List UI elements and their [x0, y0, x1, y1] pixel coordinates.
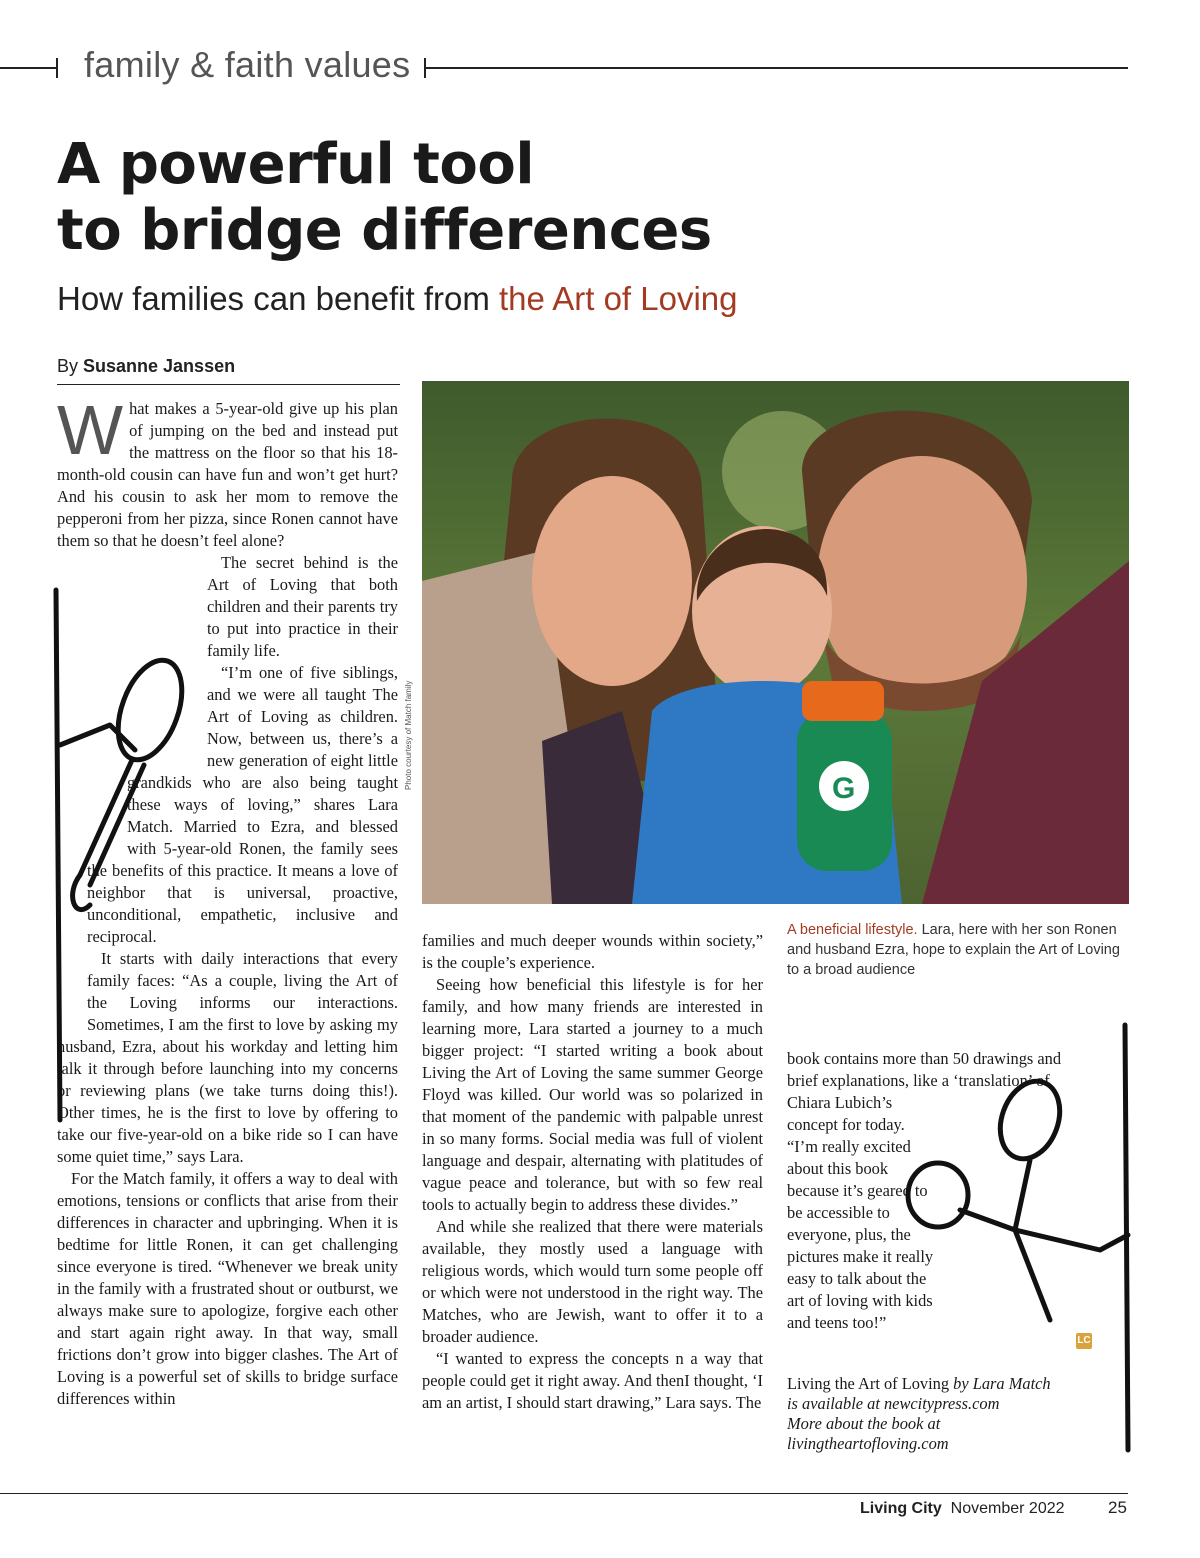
paragraph-7: Seeing how beneficial this lifestyle is for her family, and how many friends are interested in learning more, Lara started a journey to a much bigger project: “I started writing a book about Living the Art of Loving the same summer George Floyd was killed. Our world was so polarized in that moment of the pandemic with palpable unrest in so many forms. Social media was full of violent language and despair, alternating with platitudes of vague peace and tolerance, but with so few real tools to actually begin to address these divides.”: [422, 975, 763, 1214]
issue-date: November 2022: [950, 1500, 1065, 1517]
photo-caption: [787, 920, 1127, 980]
drop-cap: W: [57, 391, 124, 469]
paragraph-1: [57, 391, 398, 552]
headline-line-1: A powerful tool: [57, 132, 535, 197]
subheadline-lead: How families can benefit from: [57, 280, 500, 317]
page-number: 25: [1108, 1498, 1127, 1517]
subheadline: [57, 280, 738, 318]
book-title: Living the Art of Loving: [787, 1374, 950, 1393]
byline-prefix: By: [57, 356, 84, 376]
footer-rule: [0, 1493, 1128, 1494]
photo-credit: Photo courtesy of Match family: [404, 680, 413, 790]
paragraph-3: “I’m one of five siblings, and we were all taught The Art of Loving as children. Now, between us, there’s a new generation of eight little grandkids who are also being taught these ways of loving,” shares Lara Match. Married to Ezra, and blessed with 5-year-old Ronen, the family sees the benefits of this practice. It means a love of neighbor that is universal, proactive, unconditional, empathetic, inclusive and reciprocal.: [87, 663, 398, 946]
book-availability: is available at newcitypress.com: [787, 1394, 1000, 1413]
paragraph-5: For the Match family, it offers a way to deal with emotions, tensions or conflicts that arise from their differences in character and upbringing. When it is bedtime for little Ronen, it can get challenging since everyone is tired. “Whenever we break unity in the family with a frustrated shout or outburst, we always make sure to apologize, forgive each other and start again right away. In that way, small frictions don’t grow into bigger clashes. The Art of Loving is a powerful set of skills to bridge surface differences within: [57, 1169, 398, 1408]
paragraph-10: book contains more than 50 drawings and brief explanations, like a ‘translation’ of Chiara Lubich’s concept for today. “I’m really excited about this book because it’s geared to be accessible to everyone, plus, the pictures make it really easy to talk about the art of loving with kids and teens too!”: [787, 1049, 1062, 1332]
book-info-line-1: [787, 1374, 1117, 1394]
book-info: [787, 1374, 1117, 1454]
bottle-logo: G: [832, 772, 856, 805]
caption-lead: A beneficial lifestyle.: [787, 922, 918, 938]
paragraph-2: The secret behind is the Art of Loving that both children and their parents try to put into practice in their family life.: [207, 553, 398, 660]
book-info-line-3: [787, 1414, 1117, 1434]
article-column-2: [422, 930, 763, 1414]
header-tick-left: [56, 58, 58, 78]
paragraph-9: “I wanted to express the concepts n a way that people could get it right away. And thenI thought, ‘I am an artist, I should start drawing,” Lara says. The: [422, 1349, 763, 1412]
family-photo: [422, 381, 1129, 904]
stick-figure-drawing-left: [40, 585, 180, 1125]
book-author: by Lara Match: [949, 1374, 1051, 1393]
subheadline-accent: the Art of Loving: [499, 280, 738, 317]
paragraph-4: It starts with daily interactions that every family faces: “As a couple, living the Art of the Loving informs our interactions. Sometimes, I am the first to love by asking my husband, Ezra, about his workday and letting him talk it through before launching into my concerns or reviewing plans (we take turns doing this!). Other times, he is the first to love by offering to take our five-year-old on a bike ride so I can have some quiet time,” says Lara.: [57, 949, 398, 1166]
byline-rule: [57, 384, 400, 385]
footer: [860, 1500, 1065, 1518]
paragraph-8: And while she realized that there were materials available, they mostly used a language with religious words, which would turn some people off or which were not understood in the right way. The Matches, who are Jewish, want to offer it to a broader audience.: [422, 1217, 763, 1346]
paragraph-1-text: hat makes a 5-year-old give up his plan of jumping on the bed and instead put the mattress on the floor so that his 18-month-old cousin can have fun and won’t get hurt? And his cousin to ask her mom to remove the pepperoni from her pizza, since Ronen cannot have them so that he doesn’t feel alone?: [57, 399, 398, 550]
book-info-line-2: [787, 1394, 1117, 1414]
headline: [57, 132, 957, 264]
paragraph-6: families and much deeper wounds within society,” is the couple’s experience.: [422, 931, 763, 972]
caption-text: Lara, here with her son Ronen and husband Ezra, hope to explain the Art of Loving to a broad audience: [787, 922, 1120, 978]
byline: [57, 356, 235, 377]
book-info-line-4: [787, 1434, 1117, 1454]
book-website: livingtheartofloving.com: [787, 1434, 949, 1453]
section-label: family & faith values: [84, 44, 411, 85]
byline-author: Susanne Janssen: [83, 356, 236, 376]
headline-line-2: to bridge differences: [57, 198, 712, 263]
header-rule-left: [0, 67, 56, 69]
header-rule-right: [424, 67, 1128, 69]
book-more-info: More about the book at: [787, 1414, 941, 1433]
publication-name: Living City: [860, 1500, 942, 1517]
end-mark-logo: LC: [1076, 1333, 1092, 1349]
family-photo-illustration: [422, 381, 1129, 904]
